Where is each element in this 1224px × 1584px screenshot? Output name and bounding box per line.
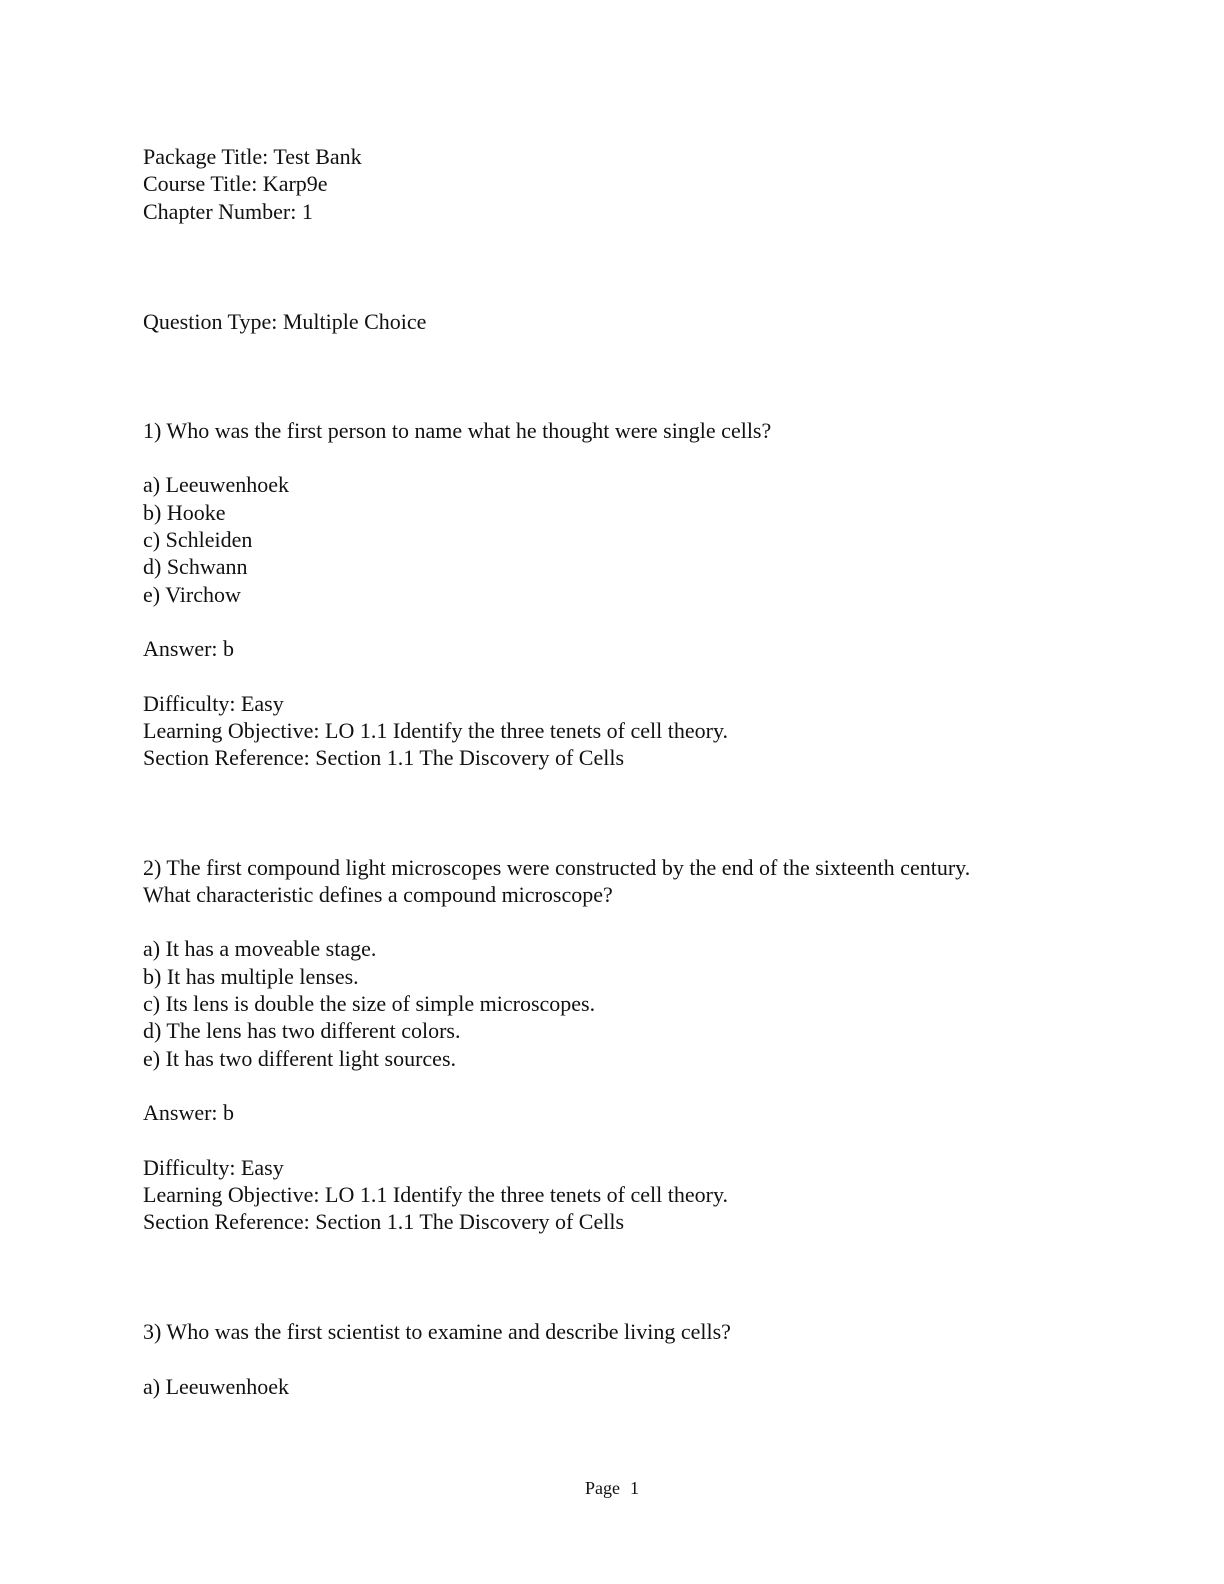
question-2-option-c: c) Its lens is double the size of simple microscopes.: [143, 991, 596, 1016]
question-2-option-e: e) It has two different light sources.: [143, 1046, 457, 1071]
question-1-prompt: 1) Who was the first person to name what he thought were single cells?: [143, 418, 772, 443]
question-1-option-b: b) Hooke: [143, 500, 226, 525]
question-1-option-c: c) Schleiden: [143, 527, 253, 552]
question-2-section-reference: Section Reference: Section 1.1 The Discovery of Cells: [143, 1209, 625, 1234]
question-2-prompt-line-2: What characteristic defines a compound microscope?: [143, 882, 613, 907]
question-2-answer: Answer: b: [143, 1100, 235, 1125]
question-type: Question Type: Multiple Choice: [143, 309, 427, 334]
question-2-prompt-line-1: 2) The first compound light microscopes were constructed by the end of the sixteenth century.: [143, 855, 971, 880]
question-2-option-a: a) It has a moveable stage.: [143, 936, 377, 961]
question-3-option-a: a) Leeuwenhoek: [143, 1374, 289, 1399]
question-1-section-reference: Section Reference: Section 1.1 The Discovery of Cells: [143, 745, 625, 770]
question-2-option-b: b) It has multiple lenses.: [143, 964, 359, 989]
question-1-answer: Answer: b: [143, 636, 235, 661]
question-1-difficulty: Difficulty: Easy: [143, 691, 284, 716]
question-3-prompt: 3) Who was the first scientist to examine and describe living cells?: [143, 1319, 731, 1344]
package-title: Package Title: Test Bank: [143, 144, 362, 169]
question-1-option-e: e) Virchow: [143, 582, 241, 607]
course-title: Course Title: Karp9e: [143, 171, 328, 196]
question-2-option-d: d) The lens has two different colors.: [143, 1018, 461, 1043]
question-1-option-d: d) Schwann: [143, 554, 248, 579]
page-footer: [0, 1476, 1224, 1500]
page-number: 1: [630, 1478, 639, 1498]
chapter-number: Chapter Number: 1: [143, 199, 313, 224]
question-2-learning-objective: Learning Objective: LO 1.1 Identify the three tenets of cell theory.: [143, 1182, 729, 1207]
question-2-difficulty: Difficulty: Easy: [143, 1155, 284, 1180]
question-1-learning-objective: Learning Objective: LO 1.1 Identify the three tenets of cell theory.: [143, 718, 729, 743]
page-label: Page: [585, 1478, 620, 1498]
question-1-option-a: a) Leeuwenhoek: [143, 472, 289, 497]
